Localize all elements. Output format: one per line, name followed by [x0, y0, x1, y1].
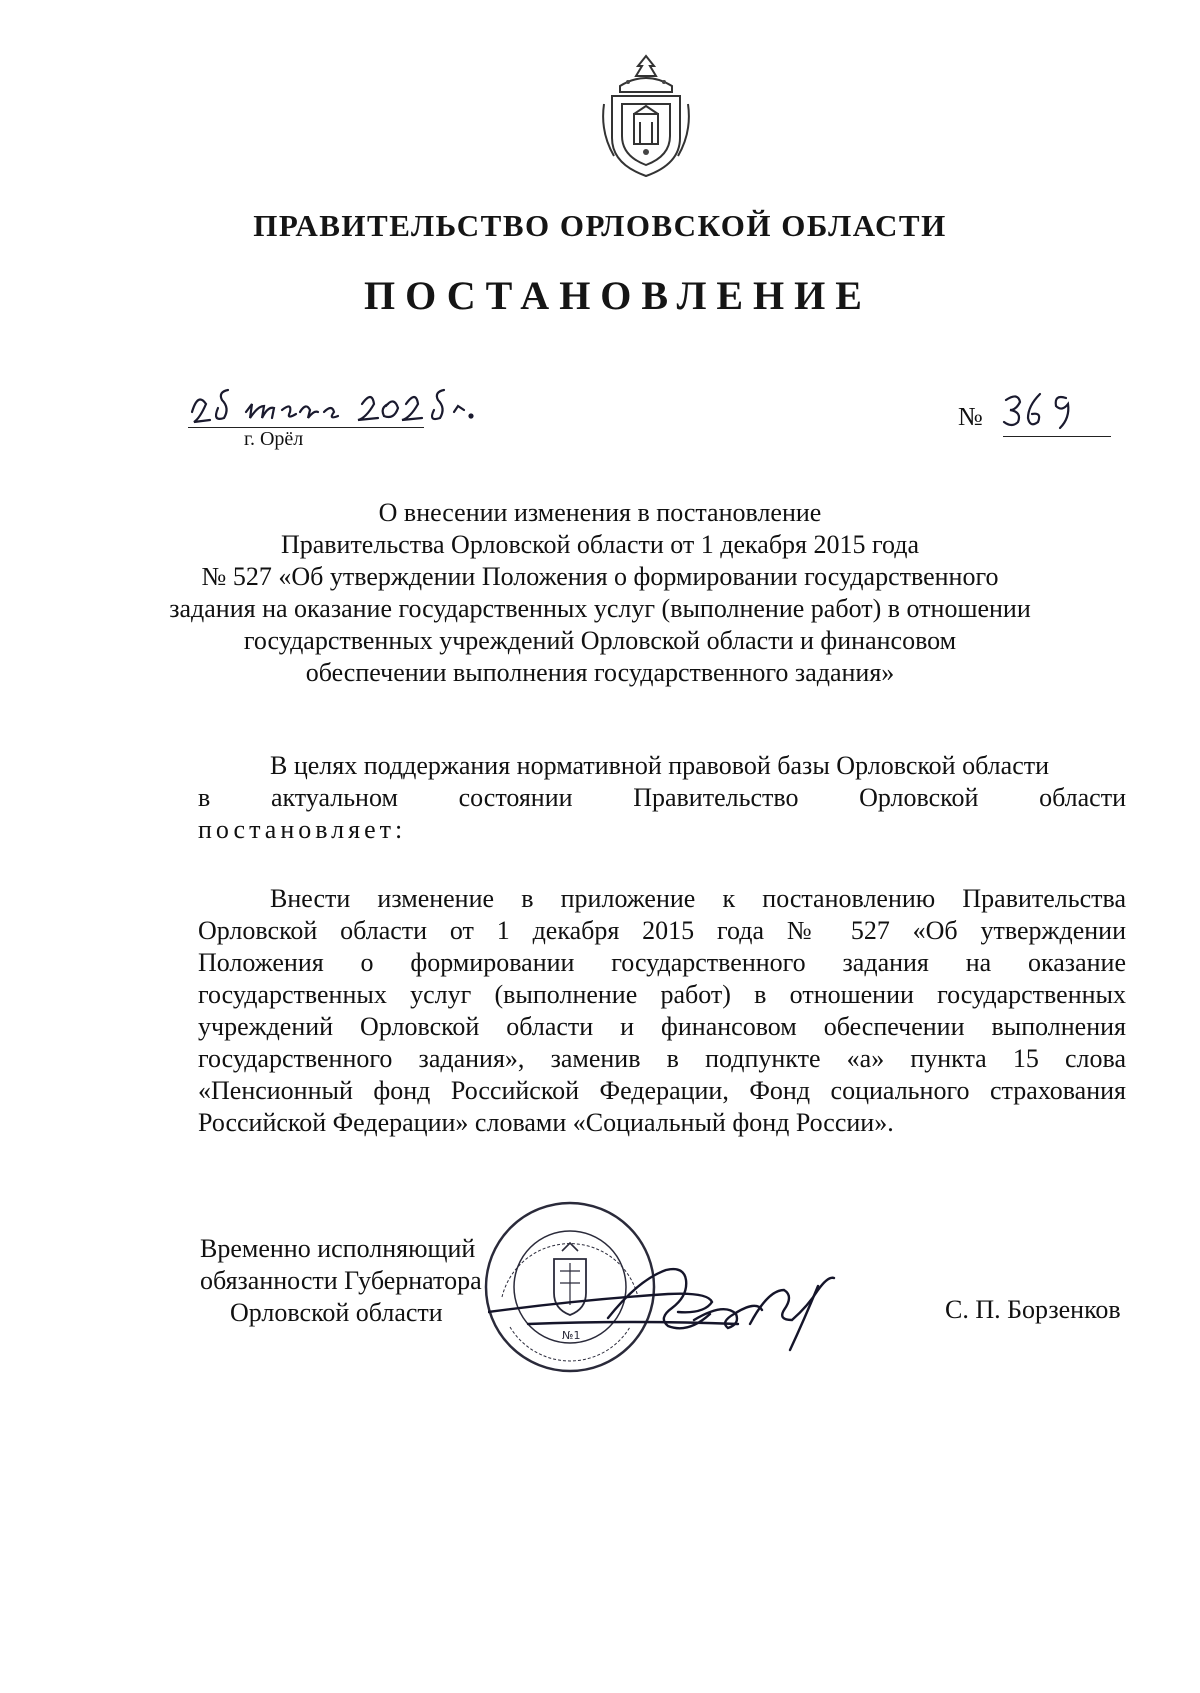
paragraph-line: Российской Федерации» словами «Социальный фонд России».: [198, 1108, 894, 1137]
position-line: Орловской области: [230, 1298, 443, 1327]
number-underline: [1003, 436, 1111, 437]
paragraph-line: «Пенсионный фонд Российской Федерации, Фонд социального страхования: [198, 1076, 1126, 1105]
paragraph-line: Орловской области от 1 декабря 2015 года № 527 «Об утверждении: [198, 916, 1126, 945]
preamble-line: в актуальном состоянии Правительство Орловской области: [198, 783, 1126, 812]
preamble-line: В целях поддержания нормативной правовой базы Орловской области: [270, 751, 1050, 780]
coat-of-arms-emblem: [598, 52, 694, 182]
paragraph-line: Внести изменение в приложение к постановлению Правительства: [270, 884, 1126, 913]
paragraph-line: учреждений Орловской области и финансовом обеспечении выполнения: [198, 1012, 1126, 1041]
title-line: государственных учреждений Орловской области и финансовом: [243, 626, 957, 655]
title-line: Правительства Орловской области от 1 декабря 2015 года: [280, 530, 920, 559]
title-line: обеспечении выполнения государственного задания»: [305, 658, 895, 687]
signatory-name: С. П. Борзенков: [945, 1295, 1121, 1324]
svg-text:№1: №1: [562, 1329, 581, 1342]
paragraph-line: государственных услуг (выполнение работ) в отношении государственных: [198, 980, 1126, 1009]
title-line: задания на оказание государственных услуг (выполнение работ) в отношении: [169, 594, 1031, 623]
title-line: О внесении изменения в постановление: [378, 498, 822, 527]
handwritten-signature: [488, 1250, 908, 1360]
preamble-resolves: постановляет:: [198, 815, 407, 844]
signatory-position: [200, 1233, 482, 1329]
position-line: Временно исполняющий: [200, 1234, 476, 1263]
handwritten-date: [188, 382, 488, 432]
decree-title: [150, 497, 1050, 689]
position-line: обязанности Губернатора: [200, 1266, 482, 1295]
city-label: г. Орёл: [244, 428, 304, 450]
document-type-heading: ПОСТАНОВЛЕНИЕ: [364, 273, 872, 318]
title-line: № 527 «Об утверждении Положения о формировании государственного: [201, 562, 999, 591]
government-name-heading: ПРАВИТЕЛЬСТВО ОРЛОВСКОЙ ОБЛАСТИ: [253, 208, 947, 243]
number-label: №: [958, 402, 983, 431]
handwritten-number: [1000, 388, 1080, 434]
paragraph-line: государственного задания», заменив в подпункте «а» пункта 15 слова: [198, 1044, 1126, 1073]
paragraph-line: Положения о формировании государственного задания на оказание: [198, 948, 1126, 977]
date-underline: [188, 427, 424, 428]
